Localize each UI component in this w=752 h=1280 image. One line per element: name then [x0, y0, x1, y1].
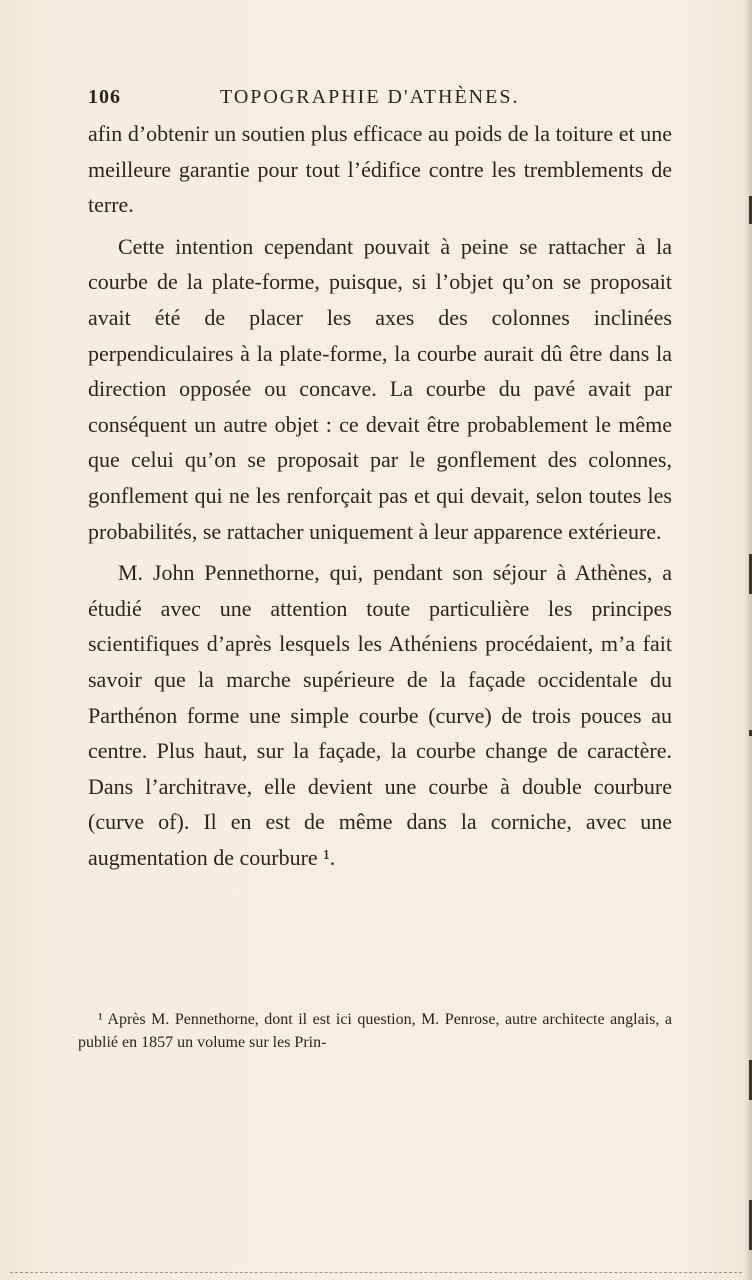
running-head: TOPOGRAPHIE D'ATHÈNES.	[220, 86, 520, 108]
paragraph: Cette intention cependant pouvait à peine se rattacher à la courbe de la plate-forme, puisque, si l’objet qu’on se proposait avait été de placer les axes des colonnes inclinées perpendiculaires à la plate-forme, la courbe aurait dû être dans la direction opposée ou concave. La courbe du pavé avait par conséquent un autre objet : ce devait être probablement le même que celui qu’on se proposait par le gonflement des colonnes, gonflement qui ne les renforçait pas et qui devait, selon toutes les probabilités, se rattacher uniquement à leur apparence extérieure.	[88, 233, 672, 544]
page-header	[88, 86, 670, 116]
footnotes	[78, 1008, 672, 1054]
footnote: ¹ Après M. Pennethorne, dont il est ici question, M. Penrose, autre architecte anglais, a publié en 1857 un volume sur les Prin-	[78, 1011, 672, 1051]
paragraph: afin d’obtenir un soutien plus efficace au poids de la toiture et une meilleure garantie pour tout l’édifice contre les tremblements de terre.	[88, 121, 672, 218]
body-text	[88, 116, 672, 875]
page-number: 106	[88, 86, 121, 108]
page-bottom-edge	[10, 1272, 742, 1274]
paragraph: M. John Pennethorne, qui, pendant son séjour à Athènes, a étudié avec une attention toute particulière les principes scientifiques d’après lesquels les Athéniens procédaient, m’a fait savoir que la marche supérieure de la façade occidentale du Parthénon forme une simple courbe (curve) de trois pouces au centre. Plus haut, sur la façade, la courbe change de caractère. Dans l’architrave, elle devient une courbe à double courbure (curve of). Il en est de même dans la corniche, avec une augmentation de courbure ¹.	[88, 560, 672, 870]
